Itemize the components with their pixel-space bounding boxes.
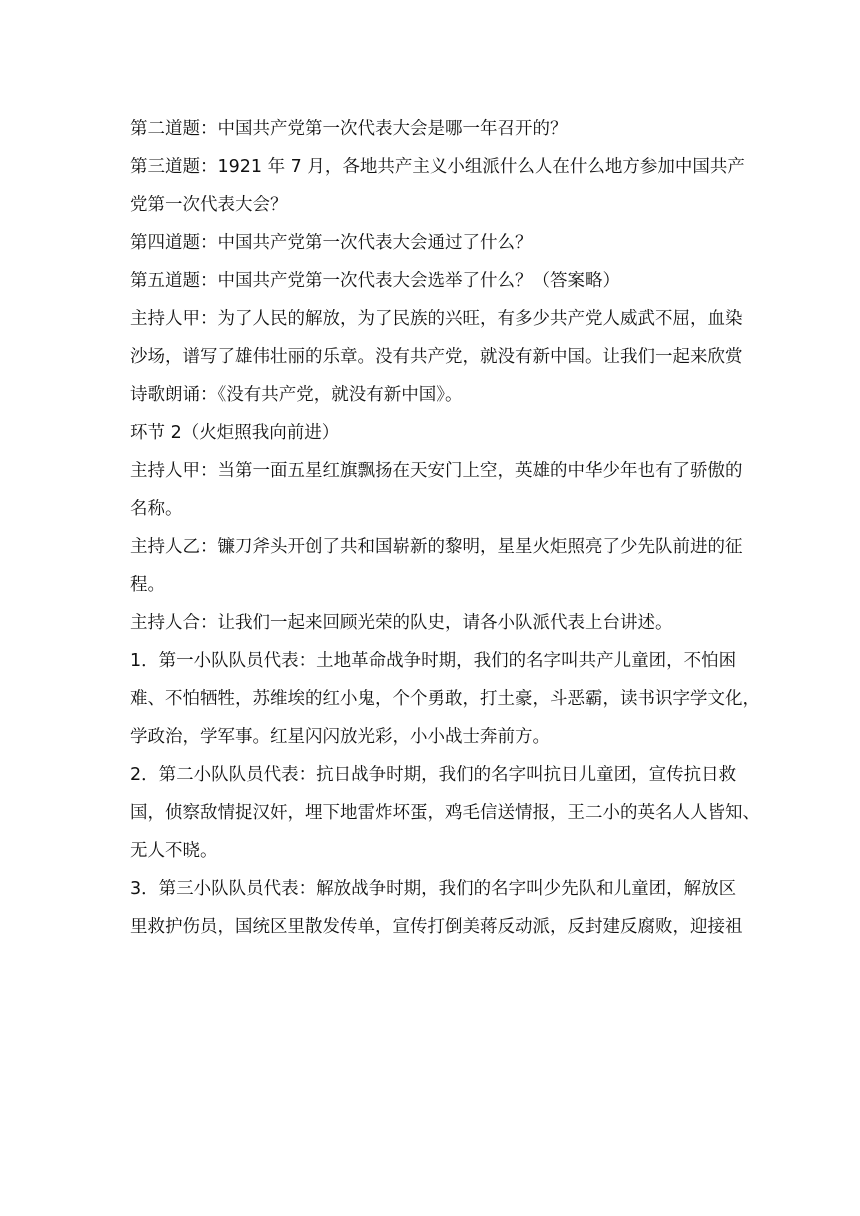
text-line: 程。 [130, 575, 165, 595]
team-2-speech [130, 756, 760, 870]
text-line: 主持人合：让我们一起来回顾光荣的队史，请各小队派代表上台讲述。 [130, 613, 673, 633]
question-4 [130, 224, 730, 262]
text-line: 1．第一小队队员代表：土地革命战争时期，我们的名字叫共产儿童团，不怕困 [130, 651, 737, 671]
text-line: 第二道题：中国共产党第一次代表大会是哪一年召开的？ [130, 119, 568, 139]
text-line: 环节 2（火炬照我向前进） [130, 423, 340, 443]
document-body [130, 110, 760, 946]
text-line: 第三道题：1921 年 7 月，各地共产主义小组派什么人在什么地方参加中国共产 [130, 157, 745, 177]
text-line: 国，侦察敌情捉汉奸，埋下地雷炸坏蛋，鸡毛信送情报，王二小的英名人人皆知、 [130, 803, 760, 823]
text-line: 主持人乙：镰刀斧头开创了共和国崭新的黎明，星星火炬照亮了少先队前进的征 [130, 537, 743, 557]
text-line: 2．第二小队队员代表：抗日战争时期，我们的名字叫抗日儿童团，宣传抗日救 [130, 765, 737, 785]
text-line: 党第一次代表大会？ [130, 195, 288, 215]
host-a-speech-2 [130, 452, 743, 528]
question-3 [130, 148, 745, 224]
team-3-speech [130, 870, 743, 946]
text-line: 第四道题：中国共产党第一次代表大会通过了什么？ [130, 233, 533, 253]
text-line: 难、不怕牺牲，苏维埃的红小鬼，个个勇敢，打土豪，斗恶霸，读书识字学文化， [130, 689, 760, 709]
text-line: 名称。 [130, 499, 183, 519]
question-2 [130, 110, 730, 148]
text-line: 主持人甲：当第一面五星红旗飘扬在天安门上空，英雄的中华少年也有了骄傲的 [130, 461, 743, 481]
text-line: 第五道题：中国共产党第一次代表大会选举了什么？（答案略） [130, 271, 620, 291]
text-line: 3．第三小队队员代表：解放战争时期，我们的名字叫少先队和儿童团，解放区 [130, 879, 737, 899]
text-line: 里救护伤员，国统区里散发传单，宣传打倒美蒋反动派，反封建反腐败，迎接祖 [130, 917, 743, 937]
question-5 [130, 262, 730, 300]
text-line: 主持人甲：为了人民的解放，为了民族的兴旺，有多少共产党人威武不屈，血染 [130, 309, 743, 329]
team-1-speech [130, 642, 760, 756]
section-heading [130, 414, 730, 452]
hosts-together-speech [130, 604, 730, 642]
host-b-speech [130, 528, 743, 604]
host-a-speech-1 [130, 300, 743, 414]
text-line: 诗歌朗诵：《没有共产党，就没有新中国》。 [130, 385, 463, 405]
text-line: 沙场，谱写了雄伟壮丽的乐章。没有共产党，就没有新中国。让我们一起来欣赏 [130, 347, 743, 367]
text-line: 无人不晓。 [130, 841, 218, 861]
text-line: 学政治，学军事。红星闪闪放光彩，小小战士奔前方。 [130, 727, 550, 747]
